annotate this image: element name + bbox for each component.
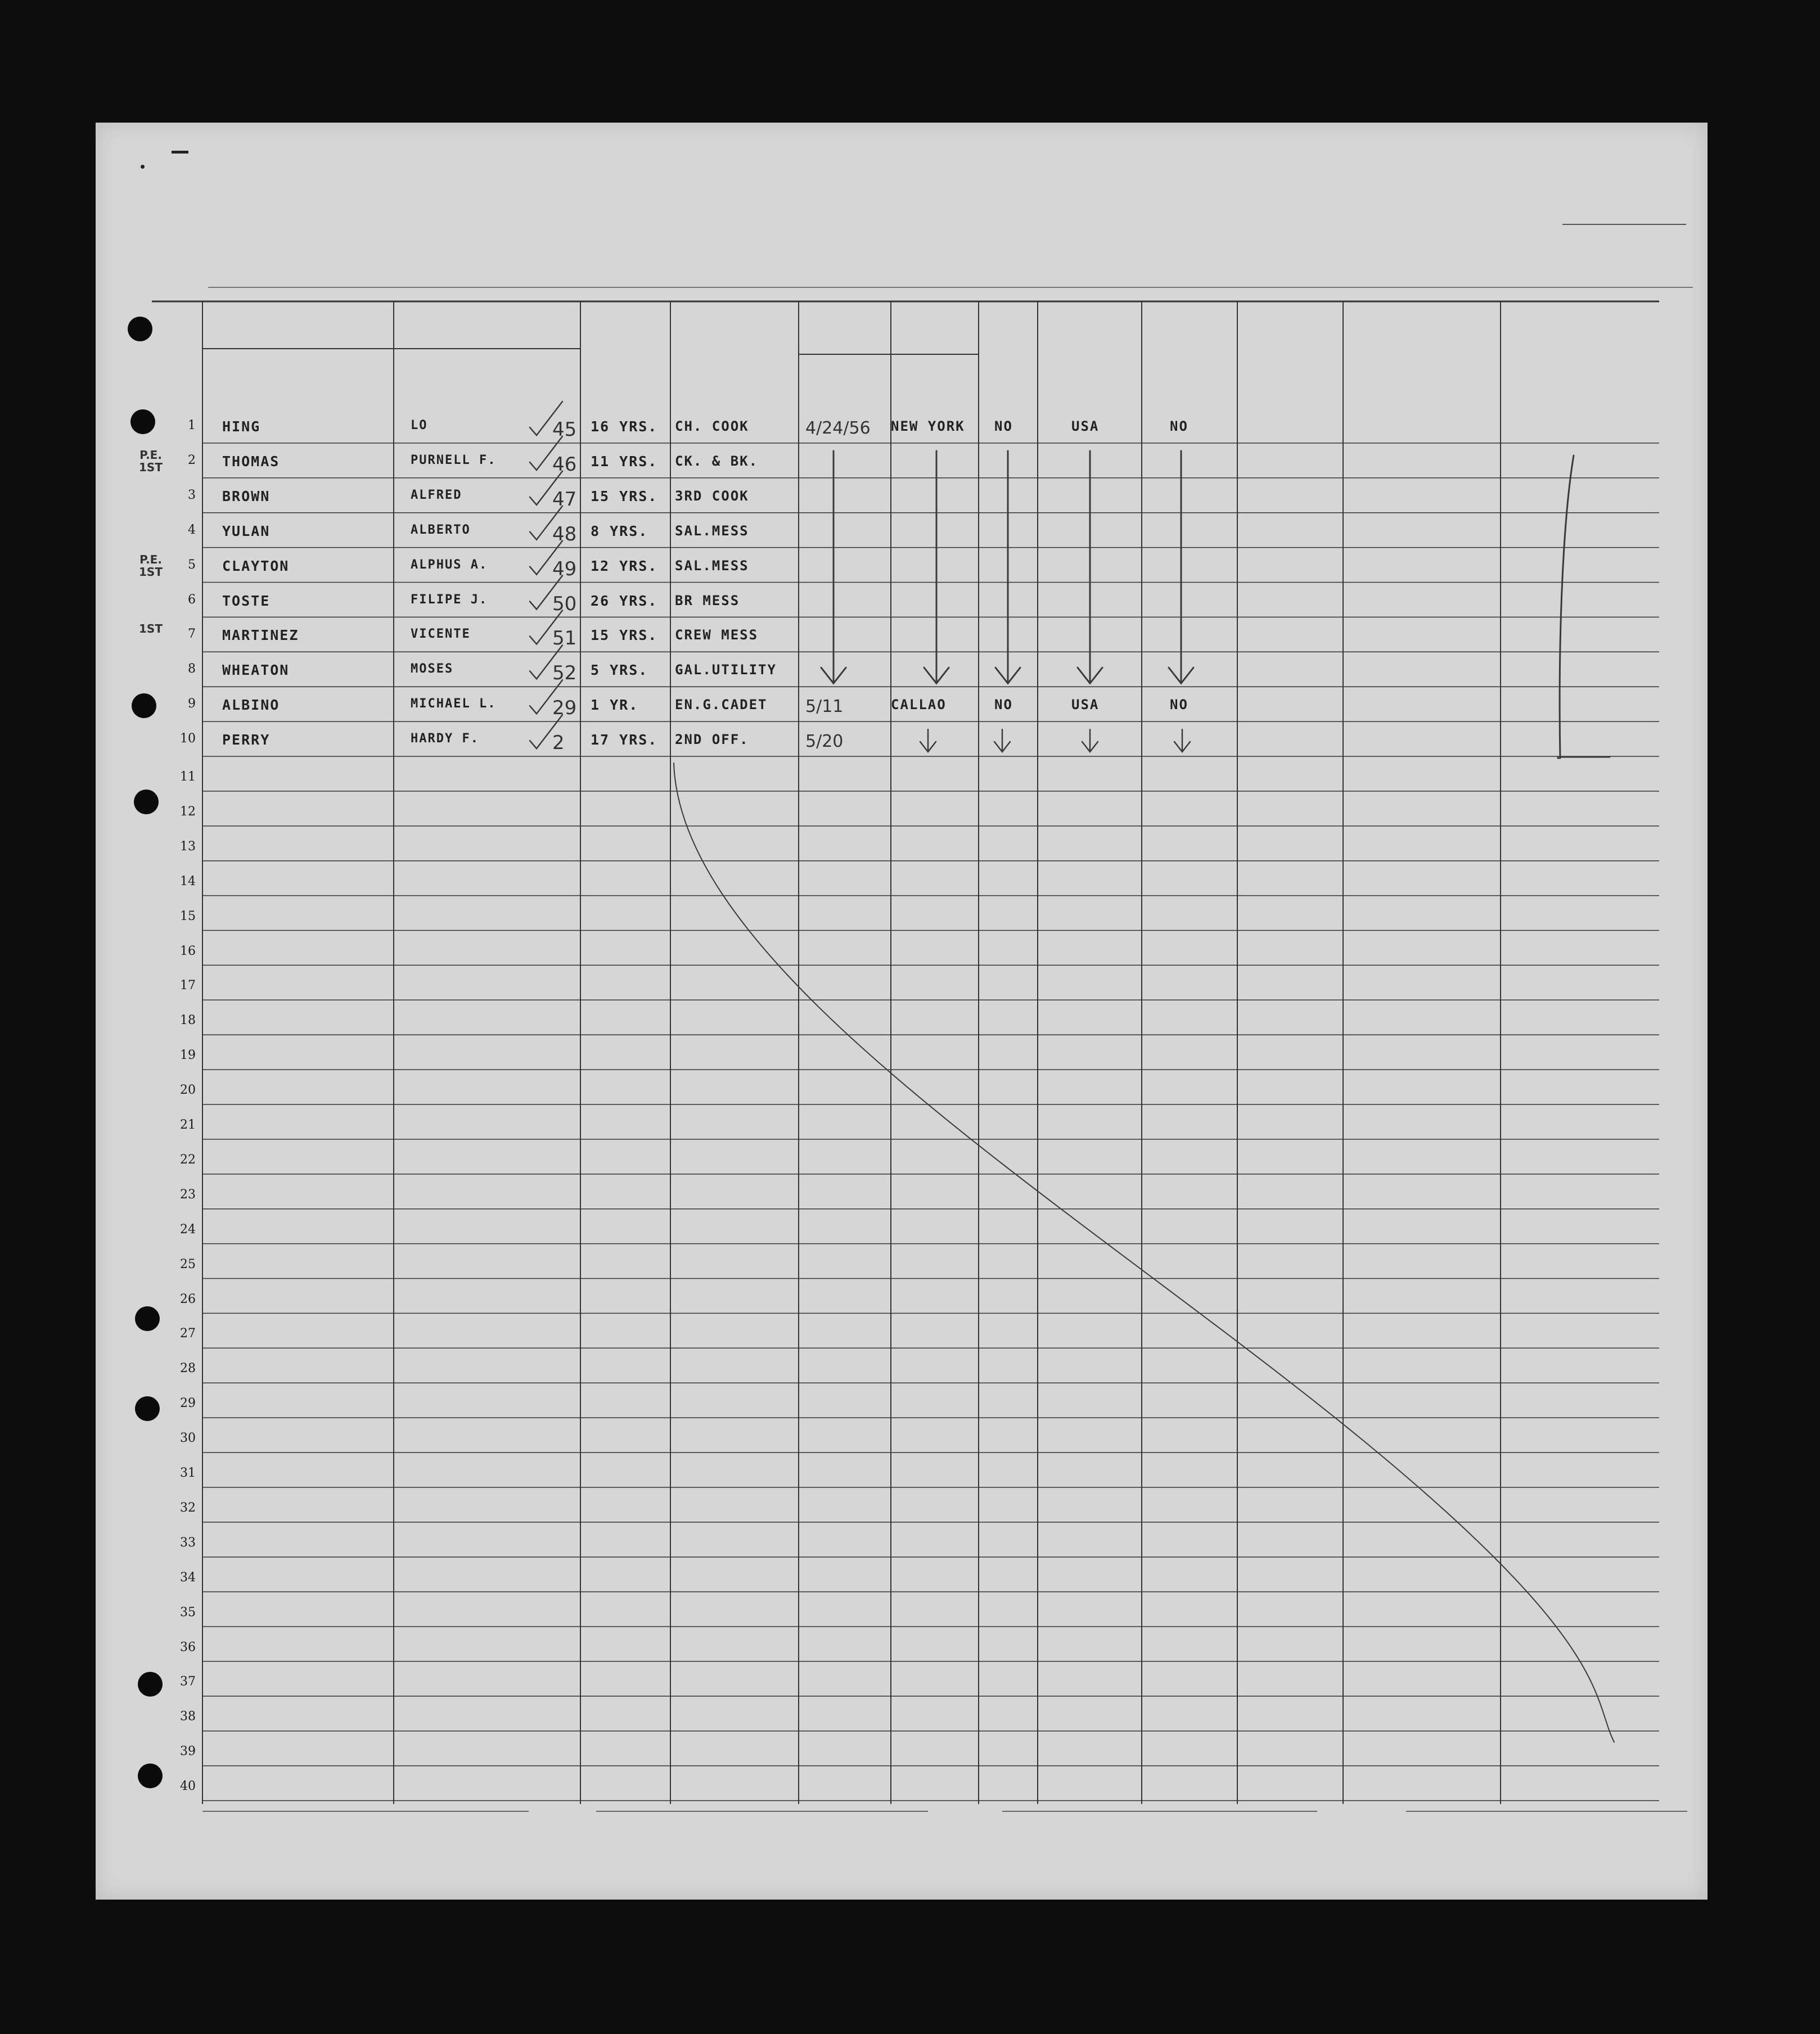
row-number: 13: [180, 839, 196, 854]
col6-header: [979, 304, 1038, 313]
shipped-when: 4/24/56: [805, 418, 871, 438]
row-number: 24: [180, 1222, 196, 1237]
given-name: FILIPE J.: [411, 592, 488, 607]
table-row: [96, 480, 1708, 515]
row-number: 1: [188, 418, 196, 432]
row-number: 36: [180, 1640, 196, 1654]
row-number: 32: [180, 1500, 196, 1515]
tally-mark: 29: [552, 697, 577, 720]
table-row: [96, 619, 1708, 654]
scan-mark: [172, 151, 188, 154]
given-name: ALPHUS A.: [411, 557, 488, 572]
discharge-status: NO: [994, 697, 1013, 713]
col11-header: [1501, 304, 1659, 321]
col2-header: [202, 304, 580, 310]
punch-hole: [132, 693, 156, 718]
col9-header: [1237, 304, 1343, 307]
row-number: 26: [180, 1292, 196, 1306]
tally-mark: 50: [552, 592, 577, 615]
tally-mark: 51: [552, 627, 577, 650]
row-number: 30: [180, 1431, 196, 1446]
length-of-service: 15 YRS.: [591, 488, 658, 504]
row-number: 39: [180, 1744, 196, 1759]
punch-hole: [128, 317, 152, 341]
tally-mark: 52: [552, 662, 577, 685]
row-number: 31: [180, 1466, 196, 1480]
tally-mark: 45: [552, 418, 577, 441]
table-row: [96, 689, 1708, 724]
ship-position: 3RD COOK: [675, 488, 749, 504]
table-row: [96, 724, 1708, 759]
length-of-service: 11 YRS.: [591, 453, 658, 470]
ship-position: CH. COOK: [675, 418, 749, 434]
line-underline: [202, 1811, 529, 1812]
row-number: 37: [180, 1675, 196, 1689]
family-name: MARTINEZ: [222, 627, 299, 644]
row-number: 4: [188, 522, 196, 537]
col1-header: [152, 304, 202, 316]
discharge-status: NO: [994, 418, 1013, 434]
given-name: MOSES: [411, 662, 454, 677]
row-margin-note: P.E. 1ST: [139, 448, 163, 474]
row-number: 34: [180, 1570, 196, 1585]
medicine-status: NO: [1170, 418, 1188, 434]
length-of-service: 15 YRS.: [591, 627, 658, 644]
ship-position: SAL.MESS: [675, 557, 749, 574]
ship-position: CREW MESS: [675, 627, 759, 643]
table-row: [96, 654, 1708, 689]
row-number: 25: [180, 1257, 196, 1271]
row-number: 2: [188, 453, 196, 467]
col7-header: [1038, 304, 1142, 319]
family-name: HING: [222, 418, 261, 435]
row-number: 28: [180, 1361, 196, 1376]
row-number: 19: [180, 1048, 196, 1063]
table-row: [96, 411, 1708, 445]
col3-header: [580, 304, 670, 316]
punch-hole: [138, 1672, 163, 1697]
col4-header: [670, 304, 799, 326]
ship-position: EN.G.CADET: [675, 697, 768, 713]
length-of-service: 1 YR.: [591, 697, 639, 714]
row-number: 27: [180, 1327, 196, 1341]
scan-mark: [141, 165, 145, 169]
shipped-when: 5/20: [805, 732, 844, 752]
manifest-sheet: [96, 123, 1708, 1900]
tally-mark: 46: [552, 453, 577, 476]
officer-underline: [1406, 1811, 1687, 1812]
row-number: 22: [180, 1152, 196, 1167]
tally-mark: 49: [552, 557, 577, 580]
row-number: 9: [188, 697, 196, 711]
table-row: [96, 550, 1708, 585]
row-number: 17: [180, 978, 196, 993]
given-name: PURNELL F.: [411, 453, 497, 467]
family-name: BROWN: [222, 488, 271, 504]
row-number: 7: [188, 627, 196, 642]
family-name: CLAYTON: [222, 557, 290, 574]
shipped-where: NEW YORK: [891, 418, 965, 434]
length-of-service: 17 YRS.: [591, 732, 658, 748]
family-name: PERRY: [222, 732, 271, 748]
manifest-grid: [96, 123, 1708, 1900]
given-name: HARDY F.: [411, 732, 479, 746]
tally-mark: 48: [552, 522, 577, 545]
punch-hole: [135, 1306, 160, 1331]
row-number: 10: [180, 732, 196, 746]
owners-underline: [596, 1811, 928, 1812]
row-number: 40: [180, 1779, 196, 1794]
row-number: 15: [180, 909, 196, 923]
length-of-service: 5 YRS.: [591, 662, 648, 679]
table-row: [96, 515, 1708, 550]
table-row: [96, 585, 1708, 620]
given-name: MICHAEL L.: [411, 697, 497, 711]
table-row: [96, 445, 1708, 480]
row-number: 18: [180, 1013, 196, 1028]
citizenship-country: USA: [1071, 418, 1100, 434]
length-of-service: 26 YRS.: [591, 592, 658, 609]
row-number: 11: [180, 770, 196, 784]
row-number: 5: [188, 557, 196, 572]
tally-mark: 2: [552, 732, 565, 755]
family-name: WHEATON: [222, 662, 290, 679]
given-name: ALFRED: [411, 488, 462, 502]
family-name: TOSTE: [222, 592, 271, 609]
citizenship-country: USA: [1071, 697, 1100, 713]
shipped-where: CALLAO: [891, 697, 947, 713]
tally-mark: 47: [552, 488, 577, 511]
row-number: 23: [180, 1187, 196, 1202]
punch-hole: [135, 1396, 160, 1421]
row-number: 29: [180, 1396, 196, 1411]
punch-hole: [138, 1764, 163, 1788]
ship-position: GAL.UTILITY: [675, 662, 777, 678]
row-number: 16: [180, 944, 196, 958]
ship-position: BR MESS: [675, 592, 740, 608]
col5-header: [799, 304, 979, 316]
col8-header: [1142, 304, 1237, 307]
given-name: VICENTE: [411, 627, 471, 642]
punch-hole: [130, 409, 155, 434]
row-margin-note: P.E. 1ST: [139, 552, 163, 579]
length-of-service: 8 YRS.: [591, 522, 648, 539]
row-number: 3: [188, 488, 196, 502]
punch-hole: [134, 790, 159, 814]
family-name: THOMAS: [222, 453, 280, 470]
medicine-status: NO: [1170, 697, 1188, 713]
given-name: LO: [411, 418, 428, 432]
ship-position: 2ND OFF.: [675, 732, 749, 748]
ship-position: CK. & BK.: [675, 453, 759, 469]
family-name: YULAN: [222, 522, 271, 539]
row-number: 6: [188, 592, 196, 607]
ship-position: SAL.MESS: [675, 522, 749, 539]
row-margin-note: 1ST: [139, 622, 163, 636]
length-of-service: 12 YRS.: [591, 557, 658, 574]
row-number: 14: [180, 874, 196, 889]
row-number: 8: [188, 662, 196, 677]
row-number: 33: [180, 1535, 196, 1550]
shipped-when: 5/11: [805, 697, 844, 717]
row-number: 38: [180, 1710, 196, 1724]
cancel-stroke: [674, 763, 1614, 1742]
given-name: ALBERTO: [411, 522, 471, 537]
family-name: ALBINO: [222, 697, 280, 714]
length-of-service: 16 YRS.: [591, 418, 658, 435]
agents-underline: [1002, 1811, 1317, 1812]
row-number: 21: [180, 1118, 196, 1132]
col10-header: [1343, 304, 1501, 310]
row-number: 12: [180, 804, 196, 819]
row-number: 35: [180, 1605, 196, 1620]
row-number: 20: [180, 1083, 196, 1098]
